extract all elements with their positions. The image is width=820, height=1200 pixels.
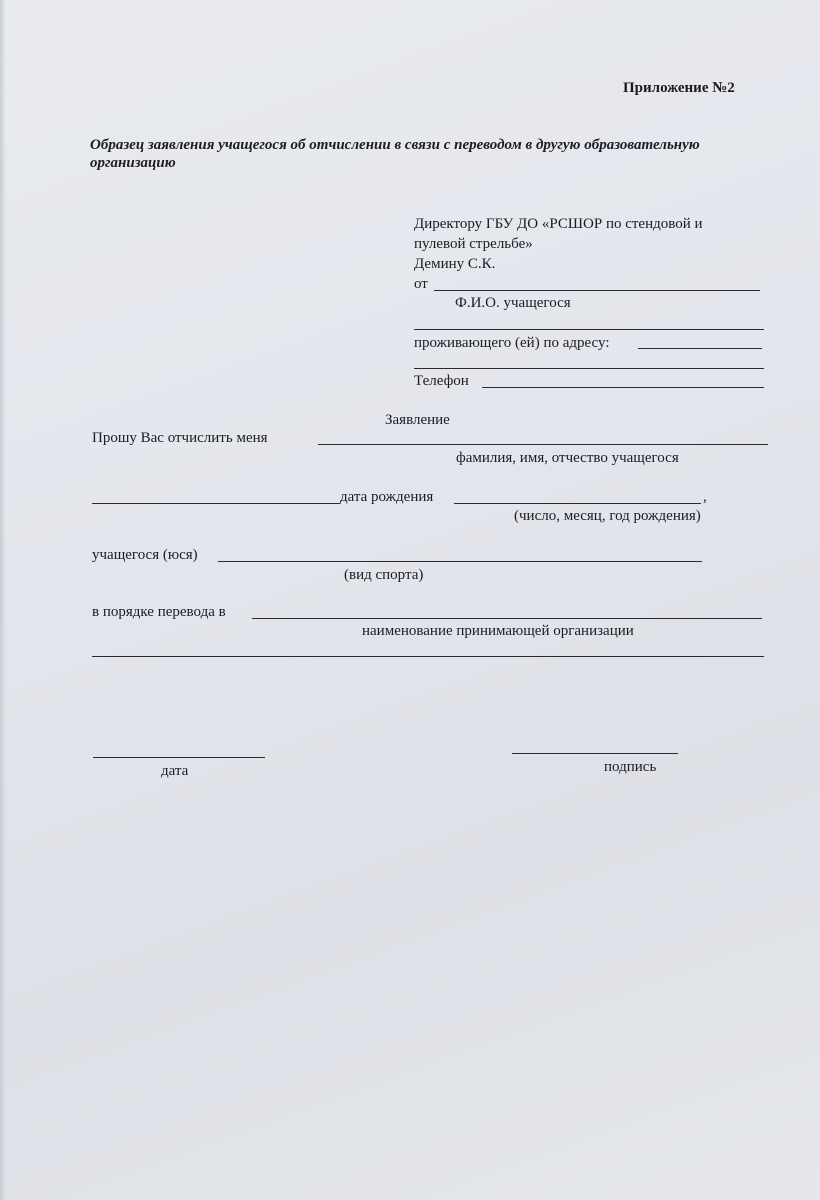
from-fio-blank-line[interactable] [434, 290, 760, 291]
organization-blank-line[interactable] [252, 618, 762, 619]
transfer-label: в порядке перевода в [92, 604, 226, 620]
student-name-blank-line[interactable] [318, 444, 768, 445]
birth-date-comma: , [703, 489, 707, 505]
appendix-label: Приложение №2 [623, 80, 735, 96]
fio-second-blank-line[interactable] [414, 329, 764, 330]
date-caption: дата [161, 763, 189, 779]
addressee-line-1: Директору ГБУ ДО «РСШОР по стендовой и [414, 216, 703, 232]
sport-caption: (вид спорта) [344, 567, 424, 583]
phone-blank-line[interactable] [482, 387, 764, 388]
request-label: Прошу Вас отчислить меня [92, 430, 268, 446]
addressee-line-2: пулевой стрельбе» [414, 236, 533, 252]
birth-date-blank-line[interactable] [454, 503, 701, 504]
signature-blank-line[interactable] [512, 753, 678, 754]
address-blank-line[interactable] [638, 348, 762, 349]
organization-second-blank-line[interactable] [92, 656, 764, 657]
addressee-line-3: Демину С.К. [414, 256, 496, 272]
signature-caption: подпись [604, 759, 657, 775]
address-second-blank-line[interactable] [414, 368, 764, 369]
address-label: проживающего (ей) по адресу: [414, 335, 610, 351]
page-shadow-edge [0, 0, 6, 1200]
name-continuation-blank-line[interactable] [92, 503, 340, 504]
document-title-line-1: Образец заявления учащегося об отчислении в связи с переводом в другую образовательную [90, 137, 700, 153]
phone-label: Телефон [414, 373, 469, 389]
student-name-caption: фамилия, имя, отчество учащегося [456, 450, 679, 466]
sport-blank-line[interactable] [218, 561, 702, 562]
from-label: от [414, 276, 428, 292]
statement-heading: Заявление [385, 412, 450, 428]
date-blank-line[interactable] [93, 757, 265, 758]
birth-date-label: дата рождения [340, 489, 434, 505]
birth-date-caption: (число, месяц, год рождения) [514, 508, 701, 524]
student-label: учащегося (юся) [92, 547, 198, 563]
document-title-line-2: организацию [90, 155, 176, 171]
fio-caption: Ф.И.О. учащегося [455, 295, 571, 311]
organization-caption: наименование принимающей организации [362, 623, 634, 639]
